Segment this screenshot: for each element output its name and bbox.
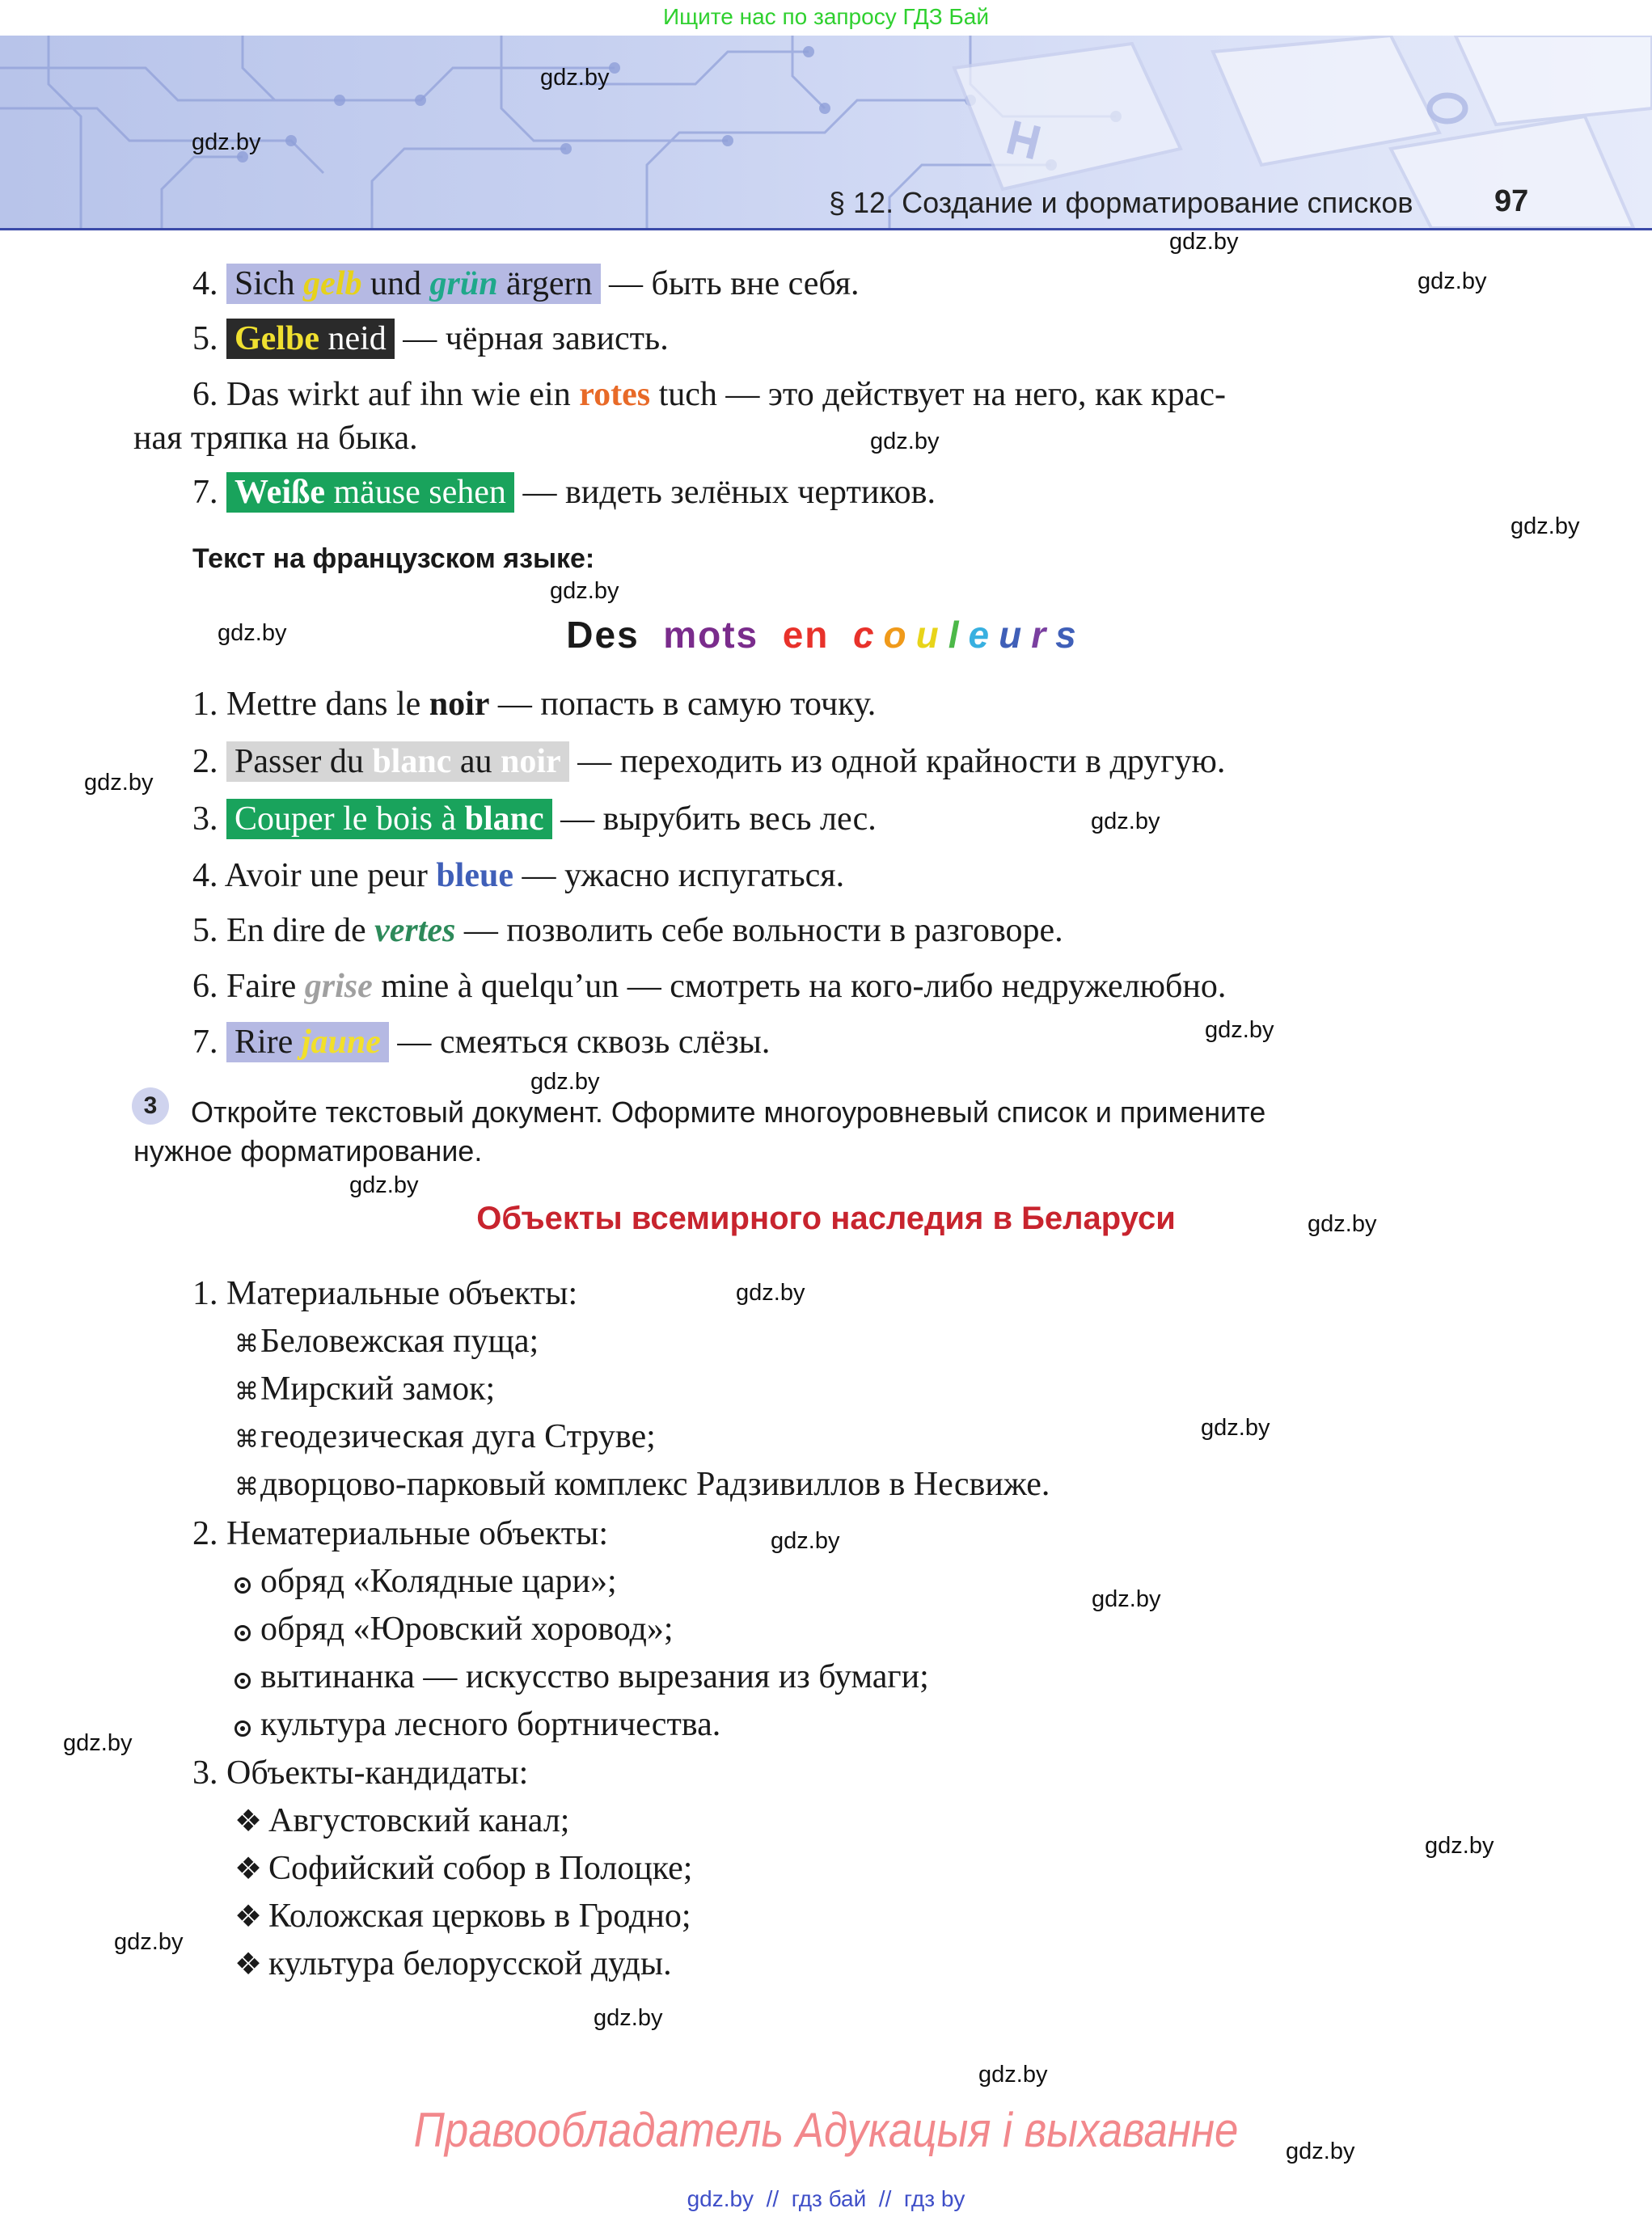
list-item: ⌘Мирский замок; bbox=[234, 1369, 495, 1412]
top-banner: Ищите нас по запросу ГДЗ Бай bbox=[662, 4, 990, 29]
task-text-line1: Откройте текстовый документ. Оформите многоуровневый список и примените bbox=[191, 1096, 1266, 1129]
highlighted-phrase: Weiße mäuse sehen bbox=[226, 472, 514, 513]
diamond-bullet-icon: ❖ bbox=[234, 1948, 263, 1982]
command-bullet-icon: ⌘ bbox=[234, 1474, 259, 1501]
page-number: 97 bbox=[1494, 184, 1529, 218]
watermark: gdz.by bbox=[1169, 229, 1239, 255]
watermark: gdz.by bbox=[594, 2005, 663, 2031]
watermark: gdz.by bbox=[771, 1528, 840, 1554]
list-item: ❖ культура белорусской дуды. bbox=[234, 1944, 672, 1985]
diamond-bullet-icon: ❖ bbox=[234, 1805, 263, 1839]
french-item-4: 4. Avoir une peur bleue — ужасно испугаться. bbox=[192, 857, 845, 894]
translation: — чёрная зависть. bbox=[403, 320, 669, 357]
german-item-5 bbox=[192, 319, 669, 359]
highlighted-phrase: Rire jaune bbox=[226, 1022, 389, 1062]
highlighted-phrase: Sich gelb und grün ärgern bbox=[226, 264, 601, 304]
watermark: gdz.by bbox=[978, 2062, 1048, 2088]
watermark: gdz.by bbox=[736, 1280, 805, 1306]
french-item-3: 3. Couper le bois à blanc — вырубить весь лес. bbox=[192, 800, 877, 838]
task-number-badge: 3 bbox=[132, 1087, 169, 1125]
watermark: gdz.by bbox=[114, 1929, 184, 1955]
list-item: вытинанка — искусство вырезания из бумаги; bbox=[234, 1657, 929, 1697]
colored-letter: u bbox=[915, 614, 949, 656]
copyright-notice: Правообладатель Адукацыя і выхаванне bbox=[413, 2103, 1239, 2157]
watermark: gdz.by bbox=[84, 770, 154, 796]
watermark: gdz.by bbox=[1092, 1586, 1161, 1612]
highlighted-phrase: Passer du blanc au noir bbox=[226, 741, 569, 782]
list-item: ⌘геодезическая дуга Струве; bbox=[234, 1416, 656, 1460]
watermark: gdz.by bbox=[192, 129, 261, 155]
french-title: Des mots en couleurs bbox=[566, 614, 1086, 656]
list-item: ❖ Коложская церковь в Гродно; bbox=[234, 1896, 691, 1937]
watermark: gdz.by bbox=[63, 1730, 133, 1756]
item-number: 5. bbox=[192, 320, 218, 357]
watermark: gdz.by bbox=[1510, 513, 1580, 539]
diamond-bullet-icon: ❖ bbox=[234, 1852, 263, 1886]
german-item-7 bbox=[192, 472, 936, 513]
watermark: gdz.by bbox=[1201, 1415, 1270, 1441]
list-item: ❖ Софийский собор в Полоцке; bbox=[234, 1848, 692, 1889]
item-number: 7. bbox=[192, 474, 218, 511]
translation: — быть вне себя. bbox=[609, 265, 860, 302]
watermark: gdz.by bbox=[349, 1172, 419, 1198]
command-bullet-icon: ⌘ bbox=[234, 1378, 259, 1405]
list-item: ⌘дворцово-парковый комплекс Радзивиллов в Несвиже. bbox=[234, 1464, 1050, 1508]
colored-letter: l bbox=[948, 614, 969, 656]
watermark: gdz.by bbox=[540, 65, 610, 91]
watermark: gdz.by bbox=[870, 429, 940, 454]
command-bullet-icon: ⌘ bbox=[234, 1426, 259, 1453]
watermark: gdz.by bbox=[1308, 1211, 1377, 1237]
task-text-line2: нужное форматирование. bbox=[133, 1134, 483, 1167]
colored-letter: u bbox=[999, 614, 1032, 656]
colored-letter: s bbox=[1055, 614, 1086, 656]
command-bullet-icon: ⌘ bbox=[234, 1331, 259, 1357]
french-section-label: Текст на французском языке: bbox=[192, 543, 595, 574]
watermark: gdz.by bbox=[1418, 268, 1487, 294]
heritage-group-1: 1. Материальные объекты: bbox=[192, 1275, 578, 1312]
watermark: gdz.by bbox=[530, 1069, 600, 1095]
german-item-4 bbox=[192, 264, 860, 304]
circle-dot-bullet-icon bbox=[234, 1577, 251, 1594]
german-item-6-continuation: ная тряпка на быка. bbox=[133, 420, 418, 457]
item-number: 4. bbox=[192, 265, 218, 302]
french-item-1: 1. Mettre dans le noir — попасть в самую точку. bbox=[192, 686, 877, 723]
german-item-6: 6. Das wirkt auf ihn wie ein rotes tuch — это действует на него, как крас- bbox=[192, 376, 1226, 413]
heritage-group-3: 3. Объекты-кандидаты: bbox=[192, 1754, 529, 1792]
header-divider bbox=[0, 228, 1652, 230]
watermark: gdz.by bbox=[218, 620, 287, 646]
list-item: обряд «Юровский хоровод»; bbox=[234, 1609, 674, 1649]
watermark: gdz.by bbox=[1425, 1833, 1494, 1859]
colored-letters bbox=[853, 613, 1086, 657]
circle-dot-bullet-icon bbox=[234, 1625, 251, 1641]
list-item: обряд «Колядные цари»; bbox=[234, 1561, 617, 1602]
circle-dot-bullet-icon bbox=[234, 1673, 251, 1689]
heritage-title: Объекты всемирного наследия в Беларуси bbox=[476, 1201, 1176, 1236]
list-item: ❖ Августовский канал; bbox=[234, 1801, 569, 1842]
french-item-6: 6. Faire grise mine à quelqu’un — смотреть на кого-либо недружелюбно. bbox=[192, 968, 1227, 1005]
diamond-bullet-icon: ❖ bbox=[234, 1900, 263, 1934]
watermark: gdz.by bbox=[1091, 809, 1160, 834]
colored-letter: r bbox=[1031, 614, 1056, 656]
heritage-group-2: 2. Нематериальные объекты: bbox=[192, 1515, 609, 1552]
watermark: gdz.by bbox=[550, 578, 619, 604]
running-title: § 12. Создание и форматирование списков bbox=[829, 186, 1413, 219]
footer-links: gdz.by // гдз бай // гдз by bbox=[687, 2186, 965, 2211]
colored-letter: o bbox=[883, 614, 916, 656]
watermark: gdz.by bbox=[1286, 2138, 1355, 2164]
circle-dot-bullet-icon bbox=[234, 1720, 251, 1737]
french-item-2: 2. Passer du blanc au noir — переходить из одной крайности в другую. bbox=[192, 743, 1226, 780]
list-item: культура лесного бортничества. bbox=[234, 1704, 720, 1745]
french-item-7: 7. Rire jaune — смеяться сквозь слёзы. bbox=[192, 1024, 771, 1061]
colored-word: rotes bbox=[579, 376, 651, 413]
list-item: ⌘Беловежская пуща; bbox=[234, 1321, 539, 1365]
colored-letter: c bbox=[852, 614, 884, 656]
highlighted-phrase: Couper le bois à blanc bbox=[226, 799, 552, 839]
colored-letter: e bbox=[968, 614, 999, 656]
highlighted-phrase: Gelbe neid bbox=[226, 319, 395, 359]
item-number: 6. bbox=[192, 376, 218, 413]
watermark: gdz.by bbox=[1205, 1017, 1274, 1043]
translation: — видеть зелёных чертиков. bbox=[522, 474, 936, 511]
french-item-5: 5. En dire de vertes — позволить себе вольности в разговоре. bbox=[192, 912, 1063, 949]
